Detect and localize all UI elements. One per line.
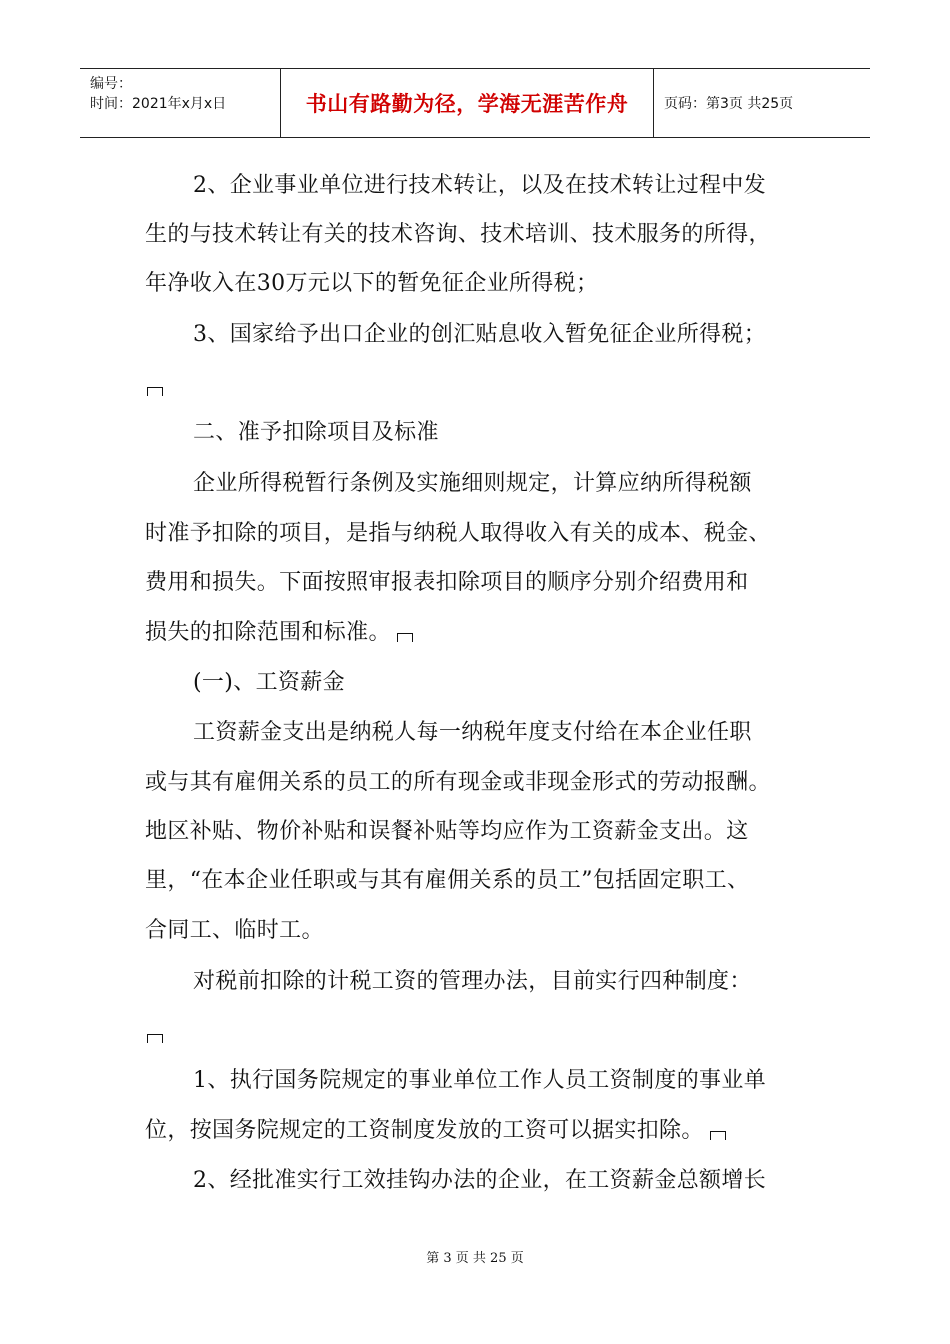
text-line: 或与其有雇佣关系的员工的所有现金或非现金形式的劳动报酬。 (145, 770, 771, 795)
text-line (145, 618, 413, 648)
paragraph-mark (147, 387, 163, 396)
text-line: 费用和损失。下面按照审报表扣除项目的顺序分别介绍费用和 (145, 570, 749, 595)
text-line: 时准予扣除的项目，是指与纳税人取得收入有关的成本、税金、 (145, 521, 771, 546)
text-line: 2、企业事业单位进行技术转让，以及在技术转让过程中发 (193, 173, 767, 198)
text-span: 位，按国务院规定的工资制度发放的工资可以据实扣除。 (145, 1118, 704, 1143)
paragraph-mark (710, 1131, 726, 1140)
subsection-heading: (一)、工资薪金 (193, 670, 345, 695)
number-label: 编号： (90, 76, 132, 92)
text-line: 里，“在本企业任职或与其有雇佣关系的员工”包括固定职工、 (145, 868, 750, 893)
text-line: 2、经批准实行工效挂钩办法的企业，在工资薪金总额增长 (193, 1168, 767, 1193)
text-line: 对税前扣除的计税工资的管理办法，目前实行四种制度： (193, 969, 752, 994)
page-header (80, 68, 870, 138)
header-meta-cell (80, 69, 281, 137)
text-span: 损失的扣除范围和标准。 (145, 620, 391, 645)
text-line: 合同工、临时工。 (145, 918, 324, 943)
section-heading: 二、准予扣除项目及标准 (193, 420, 439, 445)
header-page-info: 页码：第3页 共25页 (664, 96, 794, 112)
text-line: 企业所得税暂行条例及实施细则规定，计算应纳所得税额 (193, 471, 752, 496)
text-line: 年净收入在30万元以下的暂免征企业所得税； (145, 271, 599, 296)
text-line (145, 1116, 726, 1146)
text-line: 1、执行国务院规定的事业单位工作人员工资制度的事业单 (193, 1068, 767, 1093)
text-line: 3、国家给予出口企业的创汇贴息收入暂免征企业所得税； (193, 322, 767, 347)
text-line: 地区补贴、物价补贴和误餐补贴等均应作为工资薪金支出。这 (145, 819, 749, 844)
text-line: 生的与技术转让有关的技术咨询、技术培训、技术服务的所得， (145, 222, 771, 247)
paragraph-mark (147, 1034, 163, 1043)
text-line: 工资薪金支出是纳税人每一纳税年度支付给在本企业任职 (193, 720, 752, 745)
header-motto: 书山有路勤为径，学海无涯苦作舟 (281, 69, 654, 137)
paragraph-mark (397, 633, 413, 642)
time-label: 时间：2021年x月x日 (90, 96, 227, 112)
page-footer: 第 3 页 共 25 页 (426, 1251, 524, 1266)
